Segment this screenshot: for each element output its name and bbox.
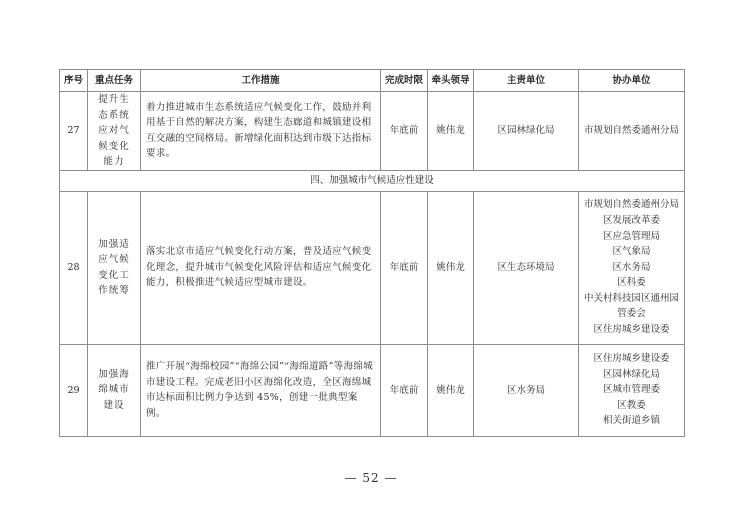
assist-unit: 区教委 (617, 399, 646, 411)
deadline: 年底前 (381, 191, 428, 344)
assist-unit: 区发展改革委 (602, 214, 660, 226)
assist-unit: 管委会 (617, 308, 646, 320)
table-row (60, 191, 685, 344)
page-number: — 52 — (344, 471, 398, 485)
row-number: 28 (60, 191, 88, 344)
assist-unit: 区应急管理局 (602, 230, 660, 242)
leader: 姚伟龙 (428, 344, 474, 436)
header-lead-unit: 主责单位 (474, 70, 579, 92)
work-measure: 推广开展“海绵校园”“海绵公园”“海绵道路”等海绵城市建设工程。完成老旧小区海绵化改造，全区海绵城市达标面积比例力争达到 45%，创建一批典型案例。 (141, 344, 381, 436)
task-name: 加强适应气候变化工作统筹 (88, 191, 141, 344)
leader: 姚伟龙 (428, 92, 474, 171)
assist-unit: 区科委 (617, 277, 646, 289)
header-measure: 工作措施 (141, 70, 381, 92)
assist-units (579, 92, 685, 171)
section-header-row (60, 170, 685, 191)
lead-unit: 区园林绿化局 (474, 92, 579, 171)
lead-unit: 区生态环境局 (474, 191, 579, 344)
header-task: 重点任务 (88, 70, 141, 92)
lead-unit: 区水务局 (474, 344, 579, 436)
assist-unit: 市规划自然委通州分局 (583, 199, 679, 211)
assist-unit: 市规划自然委通州分局 (583, 124, 679, 136)
header-assist-units: 协办单位 (579, 70, 685, 92)
row-number: 29 (60, 344, 88, 436)
assist-unit: 区水务局 (612, 261, 651, 273)
assist-unit: 区住房城乡建设委 (593, 324, 670, 336)
task-table (59, 69, 685, 437)
deadline: 年底前 (381, 344, 428, 436)
assist-unit: 区城市管理委 (602, 384, 660, 396)
work-measure: 着力推进城市生态系统适应气候变化工作，鼓励并利用基于自然的解决方案，构建生态廊道和城镇建设相互交融的空间格局。新增绿化面积达到市级下达指标要求。 (141, 92, 381, 171)
deadline: 年底前 (381, 92, 428, 171)
leader: 姚伟龙 (428, 191, 474, 344)
section-title: 四、加强城市气候适应性建设 (60, 170, 685, 191)
assist-unit: 区园林绿化局 (602, 368, 660, 380)
header-no: 序号 (60, 70, 88, 92)
row-number: 27 (60, 92, 88, 171)
work-measure: 落实北京市适应气候变化行动方案，普及适应气候变化理念，提升城市气候变化风险评估和适应气候变化能力，积极推进气候适应型城市建设。 (141, 191, 381, 344)
assist-unit: 相关街道乡镇 (602, 415, 660, 427)
assist-units (579, 191, 685, 344)
assist-unit: 区住房城乡建设委 (593, 353, 670, 365)
assist-unit: 中关村科技园区通州园 (583, 292, 679, 304)
table-row (60, 92, 685, 171)
table-header-row (60, 70, 685, 92)
header-leader: 牵头领导 (428, 70, 474, 92)
assist-unit: 区气象局 (612, 246, 651, 258)
assist-units (579, 344, 685, 436)
task-name: 加强海绵城市建设 (88, 344, 141, 436)
task-name: 提升生态系统应对气候变化能力 (88, 92, 141, 171)
table-row (60, 344, 685, 436)
header-deadline: 完成时限 (381, 70, 428, 92)
